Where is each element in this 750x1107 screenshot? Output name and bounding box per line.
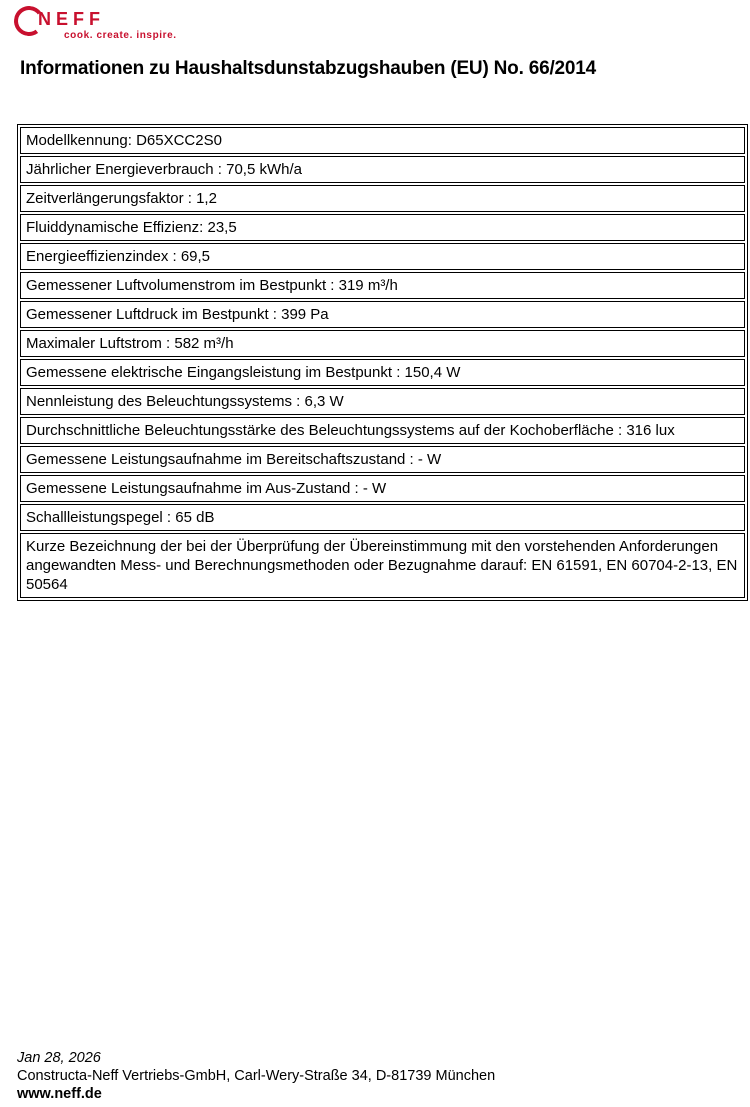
table-cell: Gemessene Leistungsaufnahme im Bereitschaftszustand : - W xyxy=(20,446,745,473)
table-cell: Gemessene Leistungsaufnahme im Aus-Zustand : - W xyxy=(20,475,745,502)
footer-website-link[interactable]: www.neff.de xyxy=(17,1086,102,1102)
table-cell: Gemessene elektrische Eingangsleistung im Bestpunkt : 150,4 W xyxy=(20,359,745,386)
table-cell: Modellkennung: D65XCC2S0 xyxy=(20,127,745,154)
table-row xyxy=(20,388,745,415)
table-cell: Kurze Bezeichnung der bei der Überprüfung der Übereinstimmung mit den vorstehenden Anforderungen angewandten Mess- und Berechnungsmethoden oder Bezugnahme darauf: EN 61591, EN 60704-2-13, EN 50564 xyxy=(20,533,745,598)
table-cell: Nennleistung des Beleuchtungssystems : 6,3 W xyxy=(20,388,745,415)
table-cell: Energieeffizienzindex : 69,5 xyxy=(20,243,745,270)
page-title: Informationen zu Haushaltsdunstabzugshauben (EU) No. 66/2014 xyxy=(20,58,597,79)
neff-logo xyxy=(14,4,194,46)
table-cell: Maximaler Luftstrom : 582 m³/h xyxy=(20,330,745,357)
footer-date: Jan 28, 2026 xyxy=(17,1050,101,1066)
table-cell: Zeitverlängerungsfaktor : 1,2 xyxy=(20,185,745,212)
table-row xyxy=(20,417,745,444)
table-cell: Jährlicher Energieverbrauch : 70,5 kWh/a xyxy=(20,156,745,183)
table-row xyxy=(20,243,745,270)
table-row xyxy=(20,330,745,357)
table-row xyxy=(20,475,745,502)
table-row xyxy=(20,359,745,386)
table-row xyxy=(20,214,745,241)
table-cell: Schallleistungspegel : 65 dB xyxy=(20,504,745,531)
table-row xyxy=(20,533,745,598)
logo-brand-text: NEFF xyxy=(38,9,105,29)
spec-table-container xyxy=(17,124,748,601)
table-row xyxy=(20,272,745,299)
spec-table-body xyxy=(20,127,745,598)
table-cell: Fluiddynamische Effizienz: 23,5 xyxy=(20,214,745,241)
table-row xyxy=(20,156,745,183)
logo-tagline: cook. create. inspire. xyxy=(64,30,177,41)
spec-table xyxy=(17,124,748,601)
table-row xyxy=(20,504,745,531)
footer-address: Constructa-Neff Vertriebs-GmbH, Carl-Wery-Straße 34, D-81739 München xyxy=(17,1068,496,1084)
table-cell: Gemessener Luftdruck im Bestpunkt : 399 Pa xyxy=(20,301,745,328)
table-cell: Durchschnittliche Beleuchtungsstärke des Beleuchtungssystems auf der Kochoberfläche : 316 lux xyxy=(20,417,745,444)
table-row xyxy=(20,127,745,154)
table-row xyxy=(20,185,745,212)
footer xyxy=(17,1049,737,1103)
table-row xyxy=(20,301,745,328)
table-cell: Gemessener Luftvolumenstrom im Bestpunkt : 319 m³/h xyxy=(20,272,745,299)
table-row xyxy=(20,446,745,473)
